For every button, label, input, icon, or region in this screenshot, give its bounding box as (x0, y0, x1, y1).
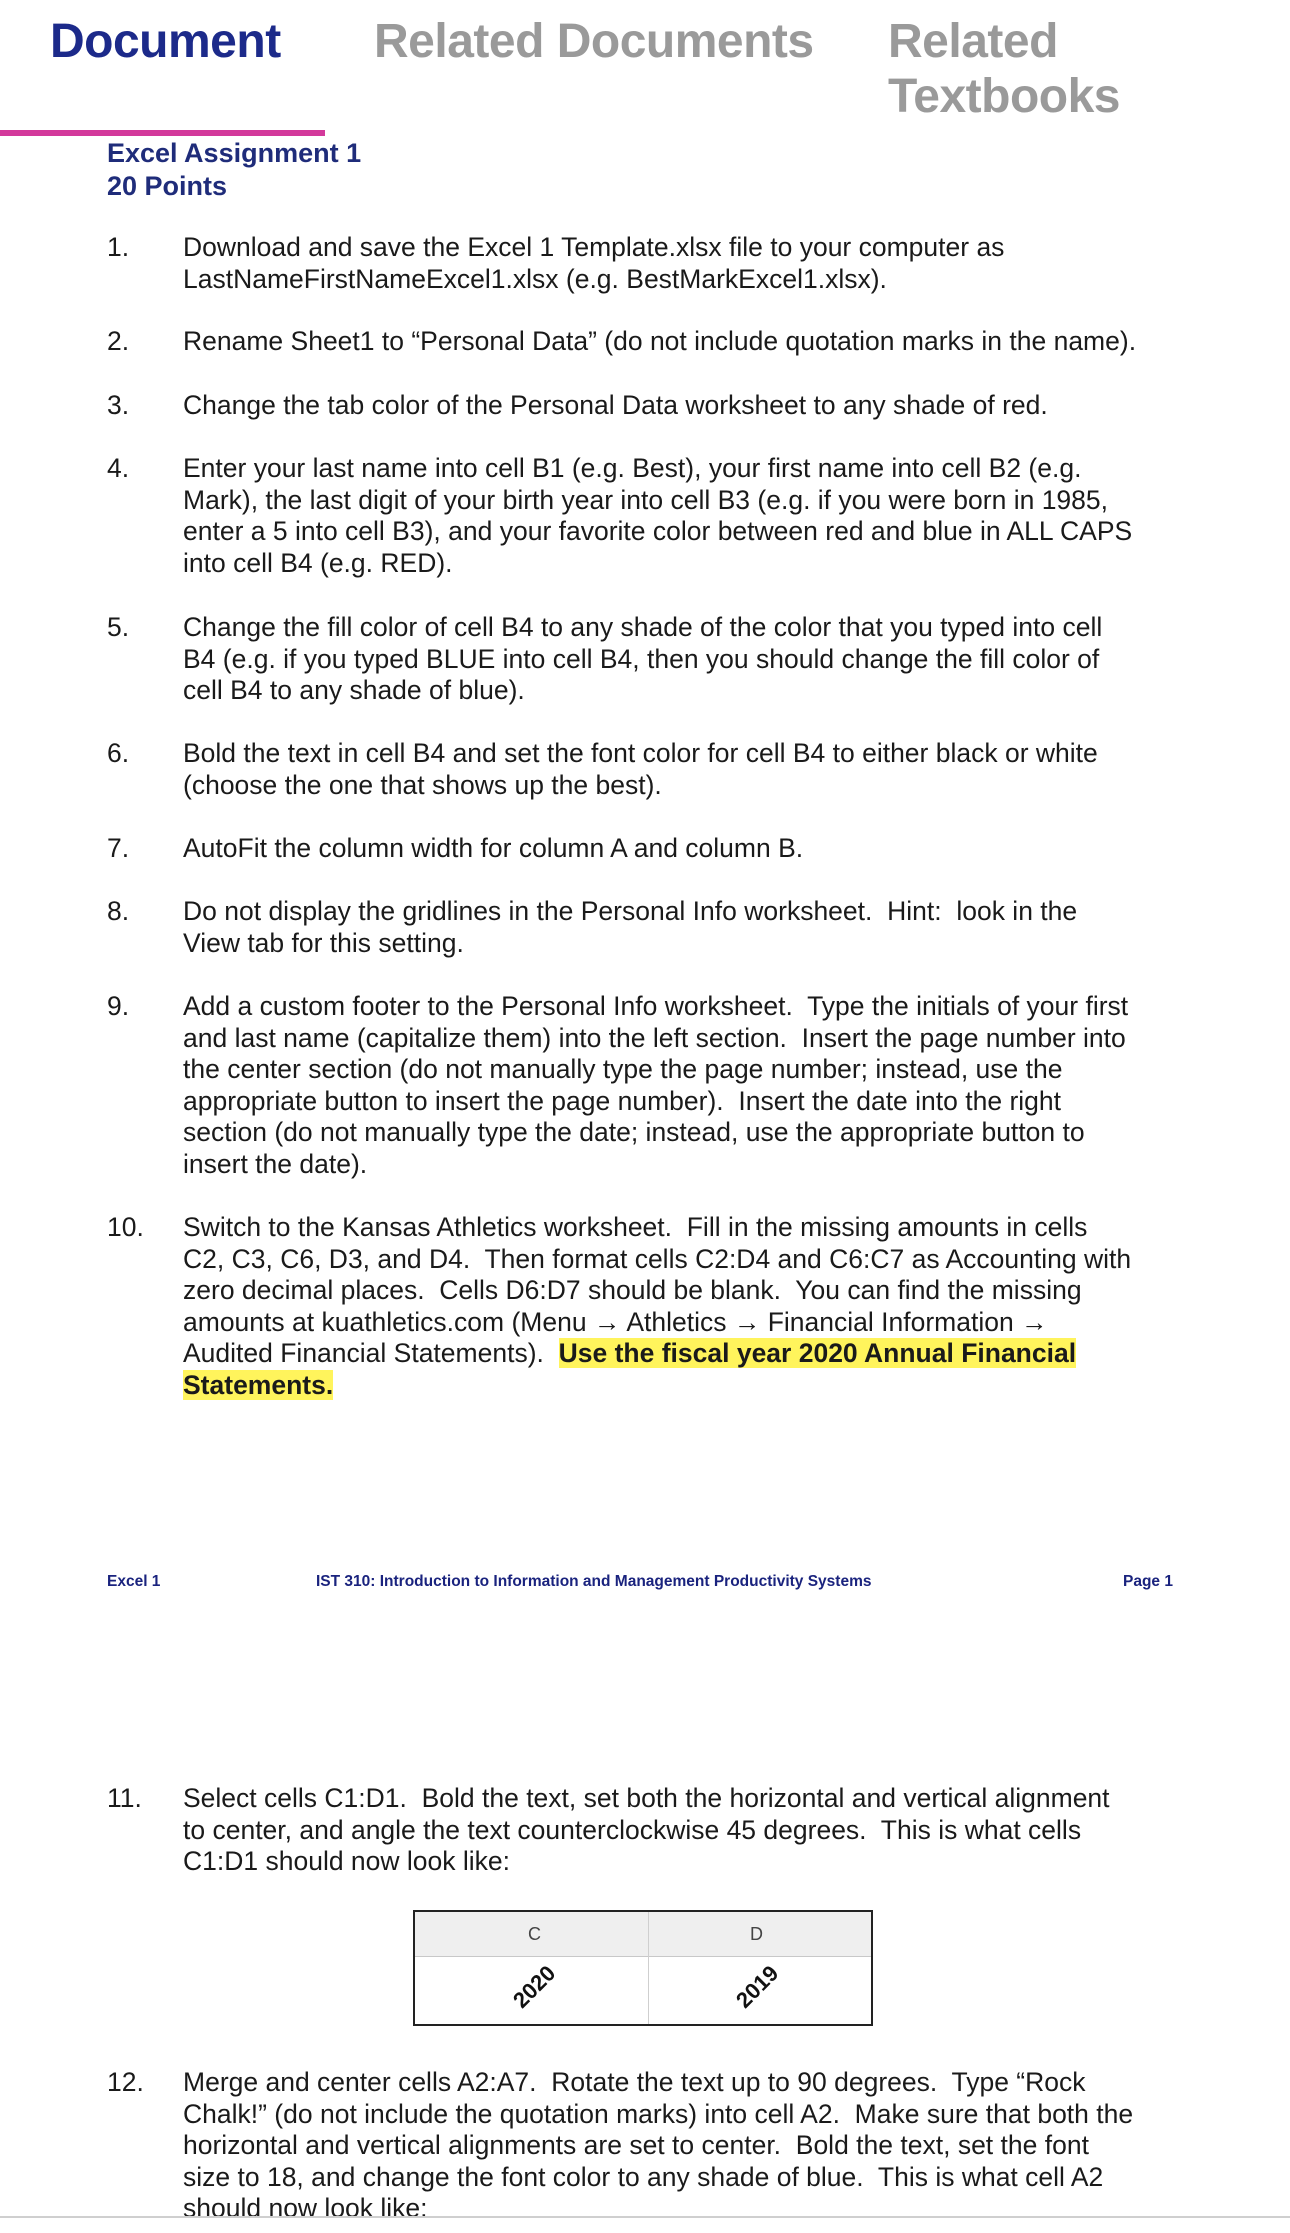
item-number: 10. (107, 1212, 144, 1242)
item-number: 5. (107, 612, 130, 642)
item-text: C1:D1 should now look like: (183, 1846, 511, 1876)
item-number: 11. (107, 1783, 142, 1813)
item-text: AutoFit the column width for column A and column B. (183, 833, 804, 863)
item-text: Do not display the gridlines in the Personal Info worksheet. Hint: look in the (183, 896, 1078, 926)
item-text: Switch to the Kansas Athletics worksheet. Fill in the missing amounts in cells (183, 1212, 1088, 1242)
item-text: zero decimal places. Cells D6:D7 should be blank. You can find the missing (183, 1275, 1082, 1305)
item-text: appropriate button to insert the page number). Insert the date into the right (183, 1085, 1061, 1116)
item-text: section (do not manually type the date; instead, use the appropriate button to (183, 1117, 1085, 1147)
cell-c1-value: 2020 (507, 1960, 561, 2013)
item-text: enter a 5 into cell B3), and your favorite color between red and blue in ALL CAPS (183, 516, 1133, 546)
item-text: Bold the text in cell B4 and set the font color for cell B4 to either black or white (183, 738, 1098, 768)
item-number: 7. (107, 833, 130, 863)
item-text: horizontal and vertical alignments are set to center. Bold the text, set the font (183, 2130, 1089, 2160)
highlighted-text: Statements. (183, 1369, 334, 1400)
item-text: C2, C3, C6, D3, and D4. Then format cells C2:D4 and C6:C7 as Accounting with (183, 1243, 1132, 1274)
item-text: Chalk!” (do not include the quotation marks) into cell A2. Make sure that both the (183, 2098, 1134, 2129)
tab-bar (0, 0, 1290, 123)
item-text: Mark), the last digit of your birth year into cell B3 (e.g. if you were born in 1985, (183, 484, 1109, 515)
item-text: LastNameFirstNameExcel1.xlsx (e.g. BestMarkExcel1.xlsx). (183, 263, 887, 294)
item-number: 9. (107, 991, 130, 1021)
item-text: View tab for this setting. (183, 927, 464, 958)
item-text: to center, and angle the text counterclockwise 45 degrees. This is what cells (183, 1814, 1082, 1845)
item-text: cell B4 to any shade of blue). (183, 675, 525, 705)
item-text: Change the fill color of cell B4 to any shade of the color that you typed into cell (183, 612, 1103, 642)
column-divider (648, 1912, 649, 2024)
item-number: 3. (107, 390, 130, 420)
item-text (183, 1370, 1283, 1402)
tab-document[interactable]: Document (50, 15, 281, 68)
tab-related-documents[interactable]: Related Documents (374, 15, 814, 68)
item-text: the center section (do not manually type the page number; instead, use the (183, 1054, 1063, 1084)
item-text: Change the tab color of the Personal Data worksheet to any shade of red. (183, 390, 1048, 420)
item-number: 1. (107, 232, 130, 262)
item-text-plain: Audited Financial Statements). (183, 1338, 559, 1368)
item-text: amounts at kuathletics.com (Menu → Athletics → Financial Information → (183, 1306, 1048, 1337)
item-text: Download and save the Excel 1 Template.xlsx file to your computer as (183, 232, 1005, 262)
excel-cells-figure (413, 1910, 873, 2026)
item-text: Select cells C1:D1. Bold the text, set both the horizontal and vertical alignment (183, 1783, 1110, 1813)
tab-related-textbooks[interactable]: Related Textbooks (888, 15, 1120, 123)
doc-title: Excel Assignment 1 (107, 138, 362, 168)
item-number: 2. (107, 326, 130, 356)
active-tab-indicator (0, 130, 325, 136)
cell-d1-value: 2019 (730, 1960, 784, 2013)
item-text: Add a custom footer to the Personal Info worksheet. Type the initials of your first (183, 991, 1129, 1021)
item-text: Enter your last name into cell B1 (e.g. Best), your first name into cell B2 (e.g. (183, 453, 1082, 483)
footer-left: Excel 1 (107, 1573, 161, 1590)
list-item (107, 2067, 1207, 2216)
item-text: (choose the one that shows up the best). (183, 769, 662, 800)
column-header-d: D (750, 1924, 763, 1944)
item-number: 4. (107, 453, 130, 483)
item-number: 8. (107, 896, 130, 926)
item-text: size to 18, and change the font color to any shade of blue. This is what cell A2 (183, 2161, 1104, 2192)
item-text: and last name (capitalize them) into the left section. Insert the page number into (183, 1022, 1126, 1053)
item-text: should now look like: (183, 2193, 428, 2216)
doc-points: 20 Points (107, 171, 228, 201)
item-number: 12. (107, 2067, 144, 2097)
column-header-row (415, 1912, 871, 1957)
item-number: 6. (107, 738, 130, 768)
page-divider (0, 2216, 1290, 2218)
item-text (183, 1338, 1283, 1370)
footer-center: IST 310: Introduction to Information and Management Productivity Systems (316, 1573, 872, 1590)
item-text: B4 (e.g. if you typed BLUE into cell B4, then you should change the fill color of (183, 643, 1100, 674)
highlighted-text: Use the fiscal year 2020 Annual Financial (558, 1338, 1077, 1368)
item-text: Merge and center cells A2:A7. Rotate the text up to 90 degrees. Type “Rock (183, 2067, 1086, 2097)
item-text: insert the date). (183, 1148, 368, 1179)
footer-right: Page 1 (1123, 1573, 1173, 1590)
column-header-c: C (528, 1924, 541, 1944)
item-text: Rename Sheet1 to “Personal Data” (do not include quotation marks in the name). (183, 326, 1137, 356)
item-text: into cell B4 (e.g. RED). (183, 547, 453, 578)
